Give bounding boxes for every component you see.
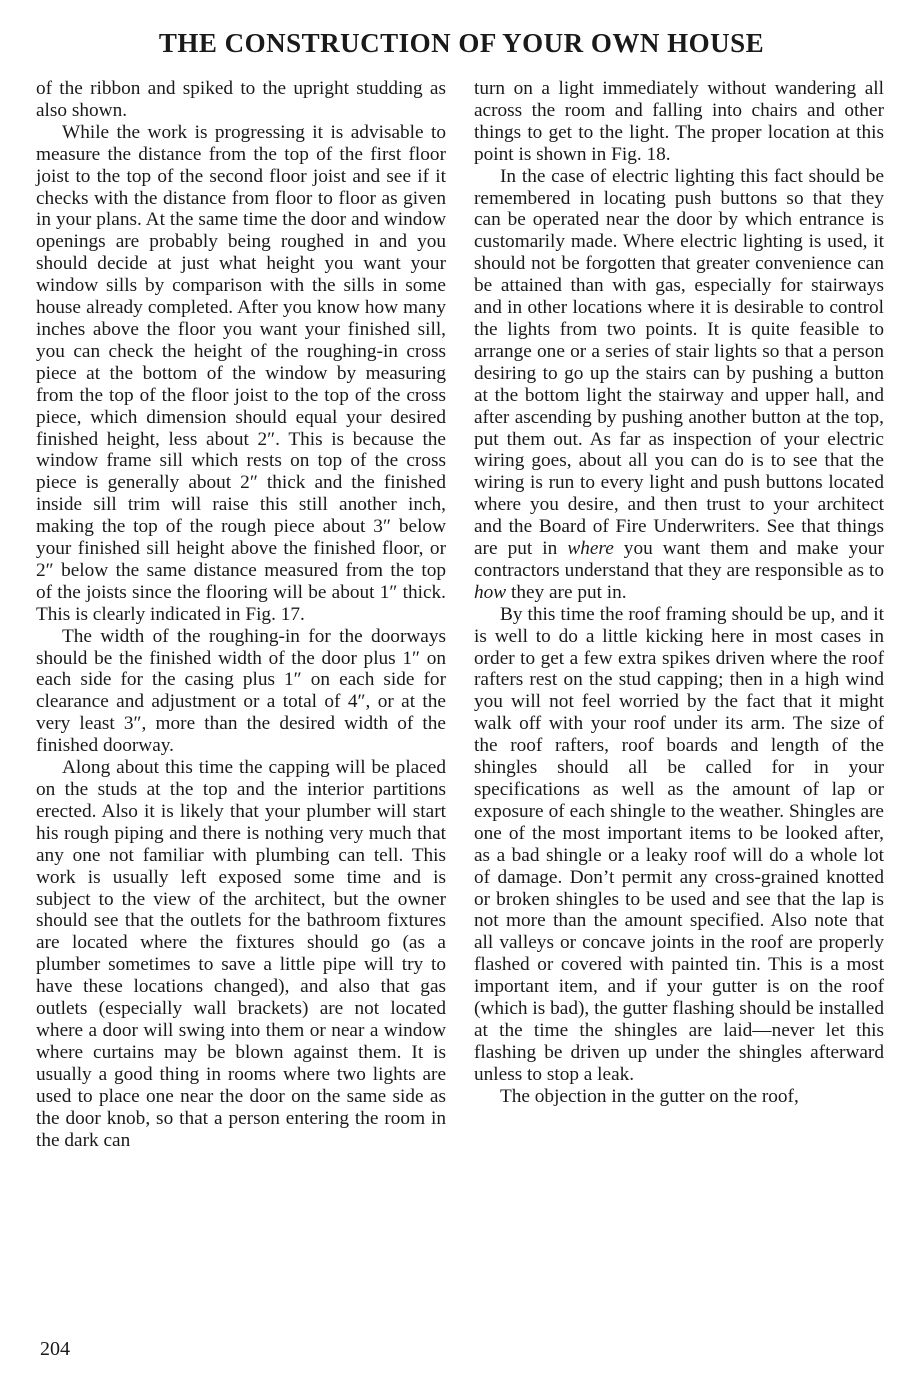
paragraph: Along about this time the capping will be placed on the studs at the top and the interior partitions erected. Also it is likely that your plumber will start his rough piping and there is nothing very much that any one not familiar with plumbing can tell. This work is usually left exposed some time and is subject to the view of the architect, but the owner should see that the outlets for the bathroom fixtures are located where the fixtures should go (as a plumber sometimes to save a little pipe will try to have these locations changed), and also that gas outlets (especially wall brackets) are not located where a door will swing into them or near a window where curtains may be blown against them. It is usually a good thing in rooms where two lights are used to place one near the door on the same side as the door knob, so that a person entering the room in the dark can [36, 757, 446, 1151]
paragraph: The width of the roughing-in for the doorways should be the finished width of the door plus 1″ on each side for the casing plus 1″ on each side for clearance and adjustment or a total of 4″, or at the very least 3″, more than the desired width of the finished doorway. [36, 625, 446, 757]
paragraph [474, 166, 884, 604]
paragraph: The objection in the gutter on the roof, [500, 1085, 799, 1107]
text-run: In the case of electric lighting this fact should be remembered in locating push buttons so that they can be operated near the door by which entrance is customarily made. Where electric lighting is used, it should not be forgotten that greater convenience can be attained than with gas, especially for stairways and in other locations where it is desirable to control the lights from two points. It is quite feasible to arrange one or a series of stair lights so that a person desiring to go up the stairs can by pushing a button at the bottom light the stairway and upper hall, and after ascending by pushing another button at the top, put them out. As far as inspection of your electric wiring goes, about all you can do is to see that the wiring is run to every light and push buttons located where you desire, and then trust to your architect and the Board of Fire Underwriters. See that things are put in [474, 165, 884, 560]
paragraph: While the work is progressing it is advisable to measure the distance from the top of the first floor joist to the top of the second floor joist and see if it checks with the distance from floor to floor as given in your plans. At the same time the door and window openings are probably being roughed in and you should decide at just what height you want your window sills by comparison with the sills in some house already completed. After you know how many inches above the floor you want your finished sill, you can check the height of the roughing-in cross piece at the bottom of the window by measuring from the top of the floor joist to the top of the cross piece, which dimension should equal your desired finished height, less about 2″. This is because the window frame sill which rests on top of the cross piece is generally about 2″ thick and the finished inside sill trim will raise this still another inch, making the top of the rough piece about 3″ below your finished sill height above the finished floor, or 2″ below the same distance measured from the top of the joists since the flooring will be about 1″ thick. This is clearly indicated in Fig. 17. [36, 121, 446, 625]
page-header-title: THE CONSTRUCTION OF YOUR OWN HOUSE [158, 28, 765, 58]
paragraph: By this time the roof framing should be up, and it is well to do a little kicking here in most cases in order to get a few extra spikes driven where the roof rafters rest on the stud capping; then in a high wind you will not feel worried by the fact that it might walk off with your roof under its arm. The size of the roof rafters, roof boards and length of the shingles should all be called for in your specifications as well as the amount of lap or exposure of each shingle to the weather. Shingles are one of the most important items to be looked after, as a bad shingle or a leaky roof will do a whole lot of damage. Don’t permit any cross-grained knotted or broken shingles to be used and see that the lap is not more than the amount specified. Also note that all valleys or concave joints in the roof are properly flashed or covered with painted tin. This is a most important item, and if your gutter is on the roof (which is bad), the gutter flashing should be installed at the time the shingles are laid—never let this flashing be driven up under the shingles afterward unless to stop a leak. [474, 603, 884, 1085]
right-column [474, 78, 884, 1108]
emphasis-how: how [474, 581, 507, 603]
left-column [36, 78, 446, 1151]
paragraph: turn on a light immediately without wandering all across the room and falling into chairs and other things to get to the light. The proper location at this point is shown in Fig. 18. [474, 78, 884, 165]
page-number: 204 [40, 1338, 70, 1360]
text-run: they are put in. [506, 581, 627, 603]
text-run: you want them and make your contractors understand that they are responsible as to [474, 538, 884, 581]
emphasis-where: where [567, 538, 614, 560]
paragraph: of the ribbon and spiked to the upright studding as also shown. [36, 78, 446, 121]
